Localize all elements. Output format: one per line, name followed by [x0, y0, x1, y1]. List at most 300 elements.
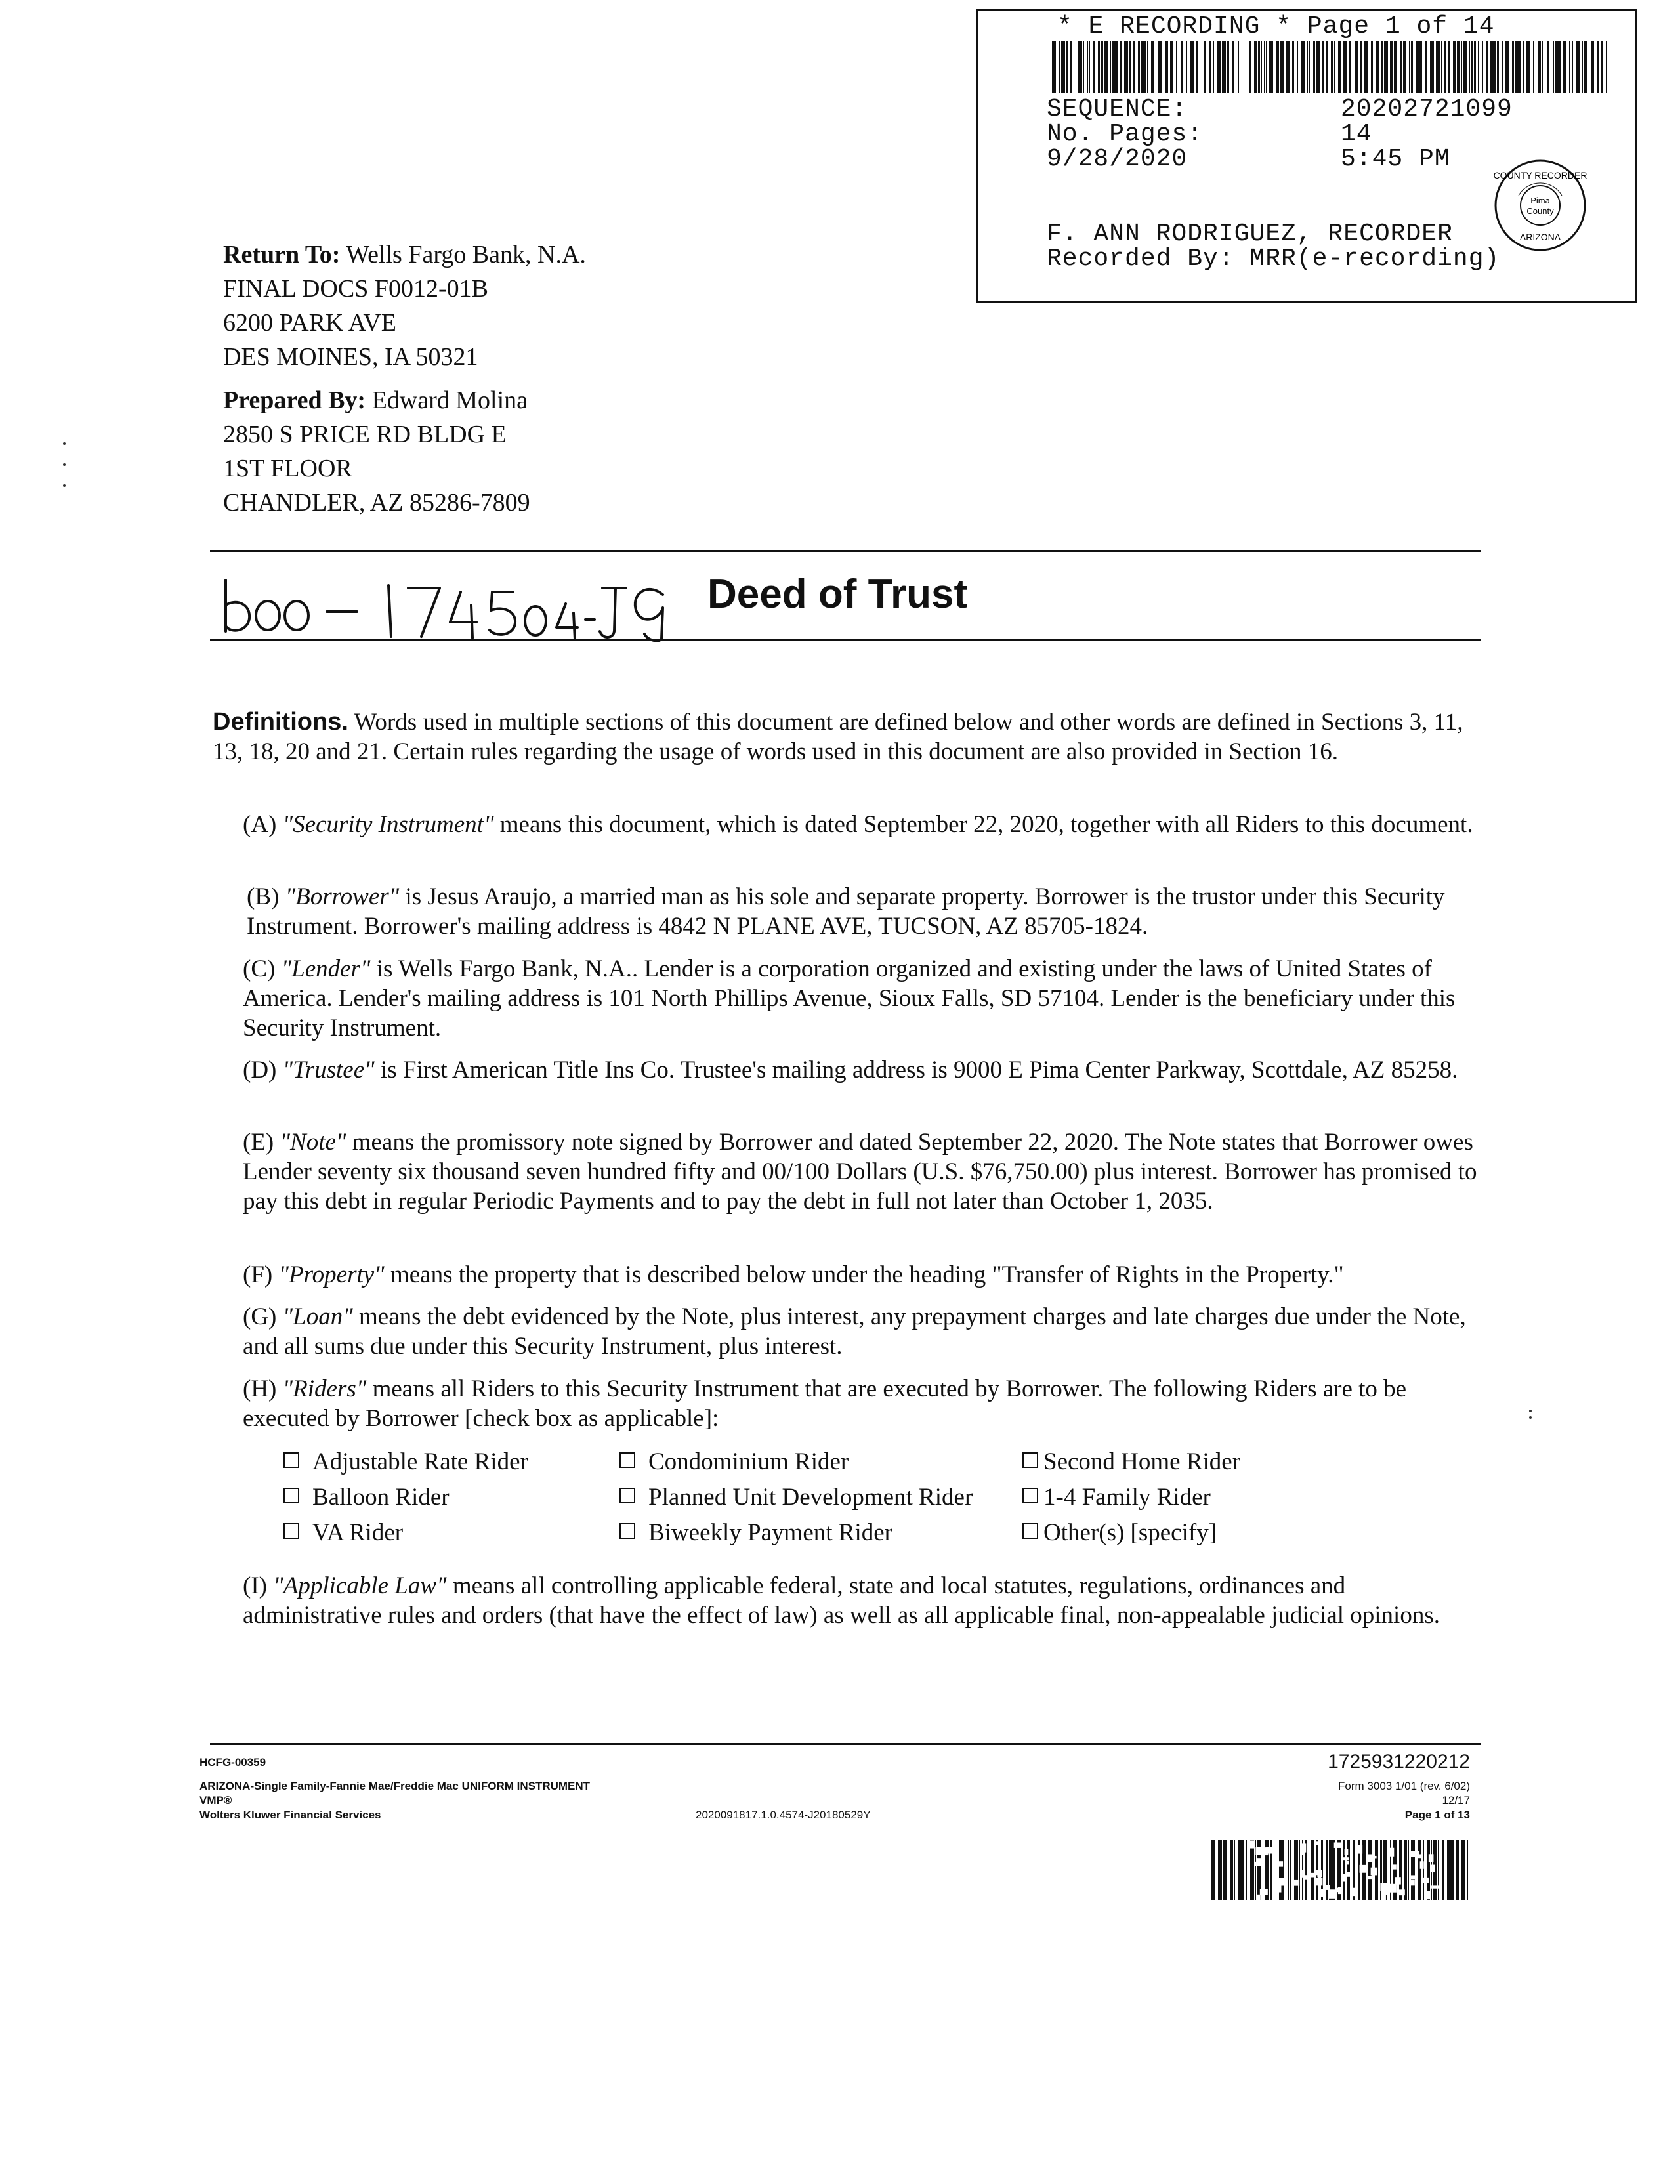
barcode-bar — [1457, 41, 1460, 93]
barcode-bar — [1313, 41, 1314, 93]
checkbox-icon[interactable] — [620, 1523, 635, 1539]
definition-text: means all controlling applicable federal, state and local statutes, regulations, ordinances and administrative rules and orders (that have the effect of law) as well as all applicable final, non-appealable judicial opinions. — [243, 1572, 1440, 1629]
barcode-cell — [1257, 1895, 1261, 1900]
barcode-bar — [1299, 1840, 1300, 1900]
barcode-bar — [1165, 41, 1168, 93]
barcode-bar — [1124, 41, 1128, 93]
barcode-bar — [1196, 41, 1198, 93]
barcode-bar — [1297, 41, 1298, 93]
barcode-cell — [1328, 1889, 1335, 1899]
footer-vendor: Wolters Kluwer Financial Services — [200, 1809, 381, 1821]
checkbox-icon[interactable] — [1022, 1523, 1038, 1539]
barcode-bar — [1104, 41, 1108, 93]
pages-value: 14 — [1341, 120, 1372, 148]
barcode-bar — [1143, 41, 1146, 93]
barcode-bar — [1338, 41, 1341, 93]
barcode-cell — [1323, 1885, 1330, 1890]
barcode-cell — [1316, 1878, 1322, 1885]
definition-text: means the property that is described below under the heading "Transfer of Rights in the Property." — [384, 1261, 1344, 1288]
prepared-by-label: Prepared By: — [223, 387, 366, 414]
barcode-bar — [1444, 41, 1446, 93]
definition-term: "Applicable Law" — [273, 1572, 447, 1599]
barcode-bar — [1311, 1840, 1314, 1900]
barcode-cell — [1395, 1877, 1401, 1884]
barcode-bar — [1490, 41, 1494, 93]
barcode-bar — [1584, 41, 1587, 93]
barcode-cell — [1284, 1860, 1288, 1864]
checkbox-icon[interactable] — [620, 1488, 635, 1503]
barcode-bar — [1390, 41, 1393, 93]
barcode-bar — [1141, 41, 1143, 93]
recorder-name: F. ANN RODRIGUEZ, RECORDER — [1047, 220, 1453, 248]
rider-label: Planned Unit Development Rider — [648, 1484, 973, 1511]
barcode-bar — [1381, 41, 1383, 93]
stamp-header: * E RECORDING * Page 1 of 14 — [1057, 12, 1495, 41]
rider-label: Other(s) [specify] — [1043, 1519, 1217, 1546]
barcode-bar — [1563, 41, 1566, 93]
rider-condominium[interactable] — [620, 1448, 849, 1476]
prepared-by-line3: CHANDLER, AZ 85286-7809 — [223, 489, 530, 516]
barcode-cell — [1371, 1868, 1377, 1876]
definitions-intro-text: Words used in multiple sections of this document are defined below and other words are defined in Sections 3, 11, 13, 18, 20 and 21. Certain rules regarding the usage of words used in this document are also provided in Section 16. — [213, 709, 1463, 765]
barcode-bar — [1070, 41, 1072, 93]
barcode-cell — [1257, 1858, 1262, 1865]
barcode-bar — [1309, 41, 1310, 93]
definitions-heading: Definitions. — [213, 708, 348, 736]
barcode-cell — [1372, 1856, 1376, 1859]
rider-others[interactable] — [1022, 1519, 1217, 1547]
barcode-bar — [1098, 41, 1100, 93]
definition-label: (D) — [243, 1057, 277, 1083]
barcode-bar — [1222, 41, 1226, 93]
barcode-bar — [1170, 41, 1173, 93]
barcode-cell — [1318, 1889, 1324, 1897]
barcode-bar — [1557, 41, 1561, 93]
return-to-label: Return To: — [223, 241, 341, 268]
rider-biweekly-payment[interactable] — [620, 1519, 892, 1547]
barcode-bar — [1538, 41, 1541, 93]
barcode-bar — [1276, 41, 1279, 93]
definition-term: "Riders" — [282, 1376, 367, 1402]
barcode-bar — [1158, 41, 1162, 93]
record-date: 9/28/2020 — [1047, 145, 1188, 173]
definition-label: (E) — [243, 1129, 274, 1156]
barcode-cell — [1346, 1861, 1349, 1865]
barcode-bar — [1269, 41, 1272, 93]
definition-term: "Trustee" — [282, 1057, 375, 1083]
barcode-cell — [1421, 1878, 1429, 1883]
barcode-bar — [1515, 41, 1517, 93]
barcode-cell — [1334, 1842, 1341, 1847]
barcode-bar — [1572, 41, 1573, 93]
definition-label: (B) — [247, 883, 280, 910]
barcode-bar — [1469, 41, 1470, 93]
barcode-bar — [1282, 41, 1284, 93]
scan-speck — [63, 484, 66, 487]
barcode-cell — [1427, 1891, 1430, 1899]
barcode-bar — [1292, 41, 1294, 93]
barcode-bar — [1078, 41, 1080, 93]
barcode-bar — [1364, 41, 1368, 93]
definition-term: "Property" — [278, 1261, 385, 1288]
rider-label: Condominium Rider — [648, 1448, 849, 1475]
definition-b — [247, 882, 1483, 941]
definition-text: means the promissory note signed by Borrower and dated September 22, 2020. The Note states that Borrower owes Lender seventy six thousand seven hundred fifty and 00/100 Dollars (U.S. $76,750.00) plus interest. Borrower has promised to pay this debt in regular Periodic Payments and to pay the debt in full not later than October 1, 2035. — [243, 1129, 1477, 1215]
return-to-line2: 6200 PARK AVE — [223, 309, 396, 337]
barcode-bar — [1533, 41, 1534, 93]
definition-term: "Lender" — [281, 956, 371, 982]
barcode-bar — [1246, 1840, 1247, 1900]
barcode-bar — [1093, 41, 1095, 93]
barcode-bar — [1442, 1840, 1444, 1900]
barcode-bar — [1217, 41, 1221, 93]
rider-label: VA Rider — [312, 1519, 404, 1546]
top-rule — [210, 550, 1480, 552]
footer-form-number: Form 3003 1/01 (rev. 6/02) — [1338, 1780, 1470, 1792]
barcode-cell — [1353, 1888, 1357, 1896]
barcode-bar — [1301, 41, 1305, 93]
handwritten-file-number — [217, 566, 676, 644]
barcode-bar — [1606, 41, 1607, 93]
barcode-cell — [1356, 1845, 1362, 1853]
checkbox-icon[interactable] — [284, 1452, 299, 1468]
scan-speck — [63, 463, 66, 466]
rider-adjustable-rate[interactable] — [284, 1448, 528, 1476]
barcode-bar — [1384, 41, 1388, 93]
barcode-bar — [1411, 1840, 1415, 1900]
barcode-bar — [1394, 41, 1397, 93]
barcode-bar — [1463, 41, 1467, 93]
document-title: Deed of Trust — [707, 572, 968, 617]
barcode-bar — [1266, 41, 1267, 93]
definition-e — [243, 1127, 1483, 1216]
recorded-by: Recorded By: MRR(e-recording) — [1047, 245, 1500, 273]
definition-text: means this document, which is dated September 22, 2020, together with all Riders to this document. — [494, 811, 1473, 838]
barcode-bar — [1204, 41, 1206, 93]
definition-text: is First American Title Ins Co. Trustee's mailing address is 9000 E Pima Center Parkway, Scottdale, AZ 85258. — [374, 1057, 1458, 1083]
barcode-bar — [1438, 1840, 1439, 1900]
barcode-bar — [1331, 41, 1333, 93]
barcode-bar — [1547, 41, 1549, 93]
barcode-bar — [1254, 41, 1257, 93]
barcode-bar — [1133, 41, 1135, 93]
barcode-bar — [1450, 1840, 1454, 1900]
barcode-cell — [1393, 1864, 1396, 1869]
barcode-bar — [1120, 41, 1122, 93]
prepared-by-line2: 1ST FLOOR — [223, 455, 352, 482]
barcode-bar — [1376, 41, 1379, 93]
prepared-by-line1: 2850 S PRICE RD BLDG E — [223, 421, 507, 448]
barcode-bar — [1343, 41, 1347, 93]
definition-label: (I) — [243, 1572, 267, 1599]
sequence-label: SEQUENCE: — [1047, 95, 1188, 123]
barcode-bar — [1461, 1840, 1465, 1900]
rider-balloon[interactable] — [284, 1483, 450, 1511]
barcode-bar — [1425, 41, 1427, 93]
barcode-bar — [1087, 41, 1088, 93]
barcode-bar — [1272, 41, 1273, 93]
barcode-bar — [1240, 1840, 1244, 1900]
barcode-bar — [1151, 41, 1154, 93]
definition-term: "Borrower" — [285, 883, 400, 910]
recording-stamp — [976, 9, 1637, 303]
svg-text:ARIZONA: ARIZONA — [1519, 232, 1561, 242]
definition-label: (F) — [243, 1261, 273, 1288]
footer-page: Page 1 of 13 — [1404, 1809, 1470, 1821]
barcode-cell — [1274, 1884, 1282, 1892]
title-rule — [210, 639, 1480, 641]
barcode-bar — [1250, 41, 1251, 93]
barcode-bar — [1461, 41, 1462, 93]
barcode-bar — [1471, 41, 1473, 93]
rider-va[interactable] — [284, 1519, 403, 1547]
return-to-line1: FINAL DOCS F0012-01B — [223, 275, 488, 303]
barcode-cell — [1389, 1884, 1396, 1893]
barcode-bar — [1181, 41, 1183, 93]
checkbox-icon[interactable] — [284, 1488, 299, 1503]
barcode-bar — [1601, 41, 1603, 93]
checkbox-icon[interactable] — [1022, 1452, 1038, 1468]
barcode-bar — [1482, 41, 1483, 93]
barcode-cell — [1314, 1841, 1320, 1845]
barcode-bar — [1436, 41, 1440, 93]
footer-form-code: HCFG-00359 — [200, 1756, 266, 1769]
barcode-bar — [1066, 41, 1068, 93]
barcode-bar — [1526, 41, 1530, 93]
barcode-cell — [1410, 1880, 1415, 1885]
barcode-bar — [1453, 41, 1456, 93]
rider-label: Biweekly Payment Rider — [648, 1519, 892, 1546]
barcode-bar — [1211, 1840, 1215, 1900]
barcode-bar — [1264, 41, 1265, 93]
barcode-cell — [1293, 1880, 1299, 1886]
barcode-bar — [1147, 41, 1148, 93]
barcode-bar — [1371, 41, 1373, 93]
definition-text: is Wells Fargo Bank, N.A.. Lender is a corporation organized and existing under the laws of United States of America. Lender's mailing address is 101 North Phillips Avenue, Sioux Falls, SD 57104. Lender is the beneficiary under this Security Instrument. — [243, 956, 1456, 1041]
barcode-cell — [1341, 1874, 1345, 1882]
barcode-bar — [1447, 1840, 1450, 1900]
barcode-bar — [1416, 41, 1419, 93]
return-to-block — [223, 238, 586, 374]
barcode-bar — [1326, 1840, 1328, 1900]
barcode-bar — [1497, 41, 1499, 93]
rider-planned-unit-development[interactable] — [620, 1483, 973, 1511]
barcode-bar — [1238, 41, 1239, 93]
barcode-bar — [1238, 1840, 1240, 1900]
barcode-bar — [1448, 41, 1450, 93]
barcode-cell — [1420, 1861, 1424, 1869]
definition-text: means all Riders to this Security Instrument that are executed by Borrower. The following Riders are to be executed by Borrower [check box as applicable]: — [243, 1376, 1407, 1432]
barcode-bar — [1423, 1840, 1424, 1900]
definition-label: (H) — [243, 1376, 277, 1402]
footer-form-desc: ARIZONA-Single Family-Fannie Mae/Freddie Mac UNIFORM INSTRUMENT — [200, 1780, 591, 1792]
barcode-cell — [1431, 1865, 1435, 1873]
barcode-cell — [1366, 1876, 1373, 1880]
pages-label: No. Pages: — [1047, 120, 1204, 148]
barcode-bar — [1261, 41, 1262, 93]
barcode-bar — [1209, 41, 1211, 93]
barcode-cell — [1248, 1840, 1254, 1848]
barcode-bar — [1110, 41, 1111, 93]
barcode-bar — [1286, 41, 1290, 93]
scan-speck — [1529, 1416, 1532, 1419]
definition-label: (C) — [243, 956, 276, 982]
barcode-bar — [1597, 41, 1599, 93]
checkbox-icon[interactable] — [1022, 1488, 1038, 1503]
barcode-cell — [1261, 1847, 1268, 1855]
footer-doc-id: 2020091817.1.0.4574-J20180529Y — [696, 1809, 871, 1821]
barcode-cell — [1418, 1854, 1421, 1858]
barcode-cell — [1347, 1872, 1353, 1877]
barcode-bar — [1502, 41, 1503, 93]
barcode-bar — [1218, 1840, 1222, 1900]
barcode-bar — [1307, 41, 1308, 93]
barcode-bar — [1478, 41, 1479, 93]
barcode-bar — [1114, 41, 1118, 93]
barcode-bar — [1418, 1840, 1421, 1900]
return-to-line3: DES MOINES, IA 50321 — [223, 343, 478, 371]
barcode-bar — [1486, 41, 1488, 93]
rider-label: 1-4 Family Rider — [1043, 1484, 1211, 1511]
barcode-bar — [1061, 41, 1065, 93]
barcode-bar — [1553, 41, 1554, 93]
barcode-cell — [1397, 1889, 1405, 1895]
barcode-bar — [1517, 41, 1521, 93]
definition-d — [243, 1055, 1483, 1085]
rider-label: Adjustable Rate Rider — [312, 1448, 528, 1475]
barcode-bar — [1474, 41, 1476, 93]
barcode-bar — [1290, 1840, 1292, 1900]
definition-i — [243, 1571, 1483, 1630]
barcode-bar — [1441, 41, 1442, 93]
barcode-bar — [1409, 41, 1410, 93]
barcode-bar — [1190, 41, 1194, 93]
barcode-bar — [1403, 41, 1406, 93]
barcode-cell — [1345, 1849, 1349, 1855]
barcode-bar — [1322, 41, 1324, 93]
rider-1-4-family[interactable] — [1022, 1483, 1211, 1511]
barcode-bar — [1569, 41, 1570, 93]
checkbox-icon[interactable] — [284, 1523, 299, 1539]
definition-h — [243, 1374, 1483, 1433]
barcode-bar — [1083, 41, 1084, 93]
rider-label: Balloon Rider — [312, 1484, 450, 1511]
svg-text:County: County — [1526, 206, 1554, 216]
barcode-bar — [1294, 1840, 1298, 1900]
pdf417-barcode — [1211, 1840, 1469, 1900]
barcode-bar — [1316, 41, 1320, 93]
barcode-cell — [1411, 1875, 1417, 1880]
barcode-bar — [1232, 41, 1234, 93]
barcode-cell — [1431, 1885, 1440, 1888]
barcode-bar — [1258, 41, 1260, 93]
barcode-bar — [1186, 41, 1187, 93]
rider-label: Second Home Rider — [1043, 1448, 1241, 1475]
barcode-bar — [1250, 1840, 1254, 1900]
footer-rule — [210, 1743, 1480, 1745]
stamp-barcode — [1052, 41, 1608, 93]
barcode-cell — [1429, 1854, 1434, 1862]
definition-term: "Note" — [280, 1129, 346, 1156]
definition-term: "Security Instrument" — [282, 811, 494, 838]
definition-f — [243, 1260, 1483, 1290]
sequence-value: 20202721099 — [1341, 95, 1513, 123]
barcode-bar — [1430, 41, 1434, 93]
barcode-bar — [1314, 41, 1315, 93]
svg-text:COUNTY RECORDER: COUNTY RECORDER — [1493, 170, 1587, 180]
barcode-bar — [1419, 41, 1422, 93]
barcode-cell — [1381, 1893, 1386, 1900]
record-time: 5:45 PM — [1341, 145, 1450, 173]
barcode-cell — [1315, 1870, 1322, 1875]
barcode-bar — [1400, 41, 1402, 93]
barcode-bar — [1176, 41, 1177, 93]
barcode-bar — [1522, 41, 1524, 93]
barcode-bar — [1052, 41, 1056, 93]
barcode-bar — [1591, 41, 1594, 93]
rider-second-home[interactable] — [1022, 1448, 1240, 1476]
barcode-bar — [1494, 41, 1496, 93]
definition-term: "Loan" — [282, 1303, 353, 1330]
scan-speck — [1529, 1410, 1532, 1412]
barcode-cell — [1360, 1865, 1368, 1873]
prepared-by-block — [223, 383, 530, 520]
barcode-bar — [1576, 41, 1580, 93]
barcode-bar — [1101, 41, 1103, 93]
barcode-bar — [1080, 41, 1082, 93]
barcode-bar — [1129, 41, 1131, 93]
barcode-bar — [1582, 41, 1583, 93]
barcode-cell — [1307, 1873, 1315, 1878]
barcode-bar — [1411, 41, 1413, 93]
barcode-bar — [1138, 41, 1140, 93]
barcode-cell — [1278, 1861, 1283, 1866]
return-to-name: Wells Fargo Bank, N.A. — [346, 241, 586, 268]
definition-label: (G) — [243, 1303, 277, 1330]
barcode-bar — [1555, 41, 1557, 93]
definition-a — [243, 810, 1483, 839]
definition-text: means the debt evidenced by the Note, plus interest, any prepayment charges and late charges due under the Note, and all sums due under this Security Instrument, plus interest. — [243, 1303, 1466, 1360]
definition-c — [243, 954, 1483, 1043]
footer-rev-date: 12/17 — [1442, 1794, 1470, 1807]
county-seal-icon — [1492, 158, 1588, 253]
barcode-cell — [1387, 1848, 1394, 1857]
barcode-bar — [1349, 41, 1351, 93]
barcode-bar — [1456, 1840, 1459, 1900]
barcode-bar — [1234, 1840, 1235, 1900]
prepared-by-name: Edward Molina — [371, 387, 528, 414]
barcode-cell — [1337, 1888, 1340, 1893]
barcode-bar — [1512, 41, 1514, 93]
barcode-bar — [1230, 1840, 1233, 1900]
barcode-bar — [1223, 1840, 1227, 1900]
barcode-cell — [1343, 1857, 1349, 1860]
barcode-bar — [1227, 41, 1229, 93]
footer-loan-number: 1725931220212 — [1328, 1751, 1470, 1773]
barcode-bar — [1360, 41, 1362, 93]
definition-text: is Jesus Araujo, a married man as his sole and separate property. Borrower is the trustor under this Security Instrument. Borrower's mailing address is 4842 N PLANE AVE, TUCSON, AZ 85705-1824. — [247, 883, 1445, 940]
footer-vmp: VMP® — [200, 1794, 232, 1807]
barcode-bar — [1542, 41, 1543, 93]
barcode-bar — [1112, 41, 1114, 93]
checkbox-icon[interactable] — [620, 1452, 635, 1468]
barcode-bar — [1089, 41, 1090, 93]
barcode-bar — [1408, 1840, 1409, 1900]
barcode-cell — [1301, 1843, 1306, 1852]
definitions-intro — [213, 707, 1486, 766]
definition-label: (A) — [243, 811, 277, 838]
barcode-bar — [1288, 1840, 1289, 1900]
